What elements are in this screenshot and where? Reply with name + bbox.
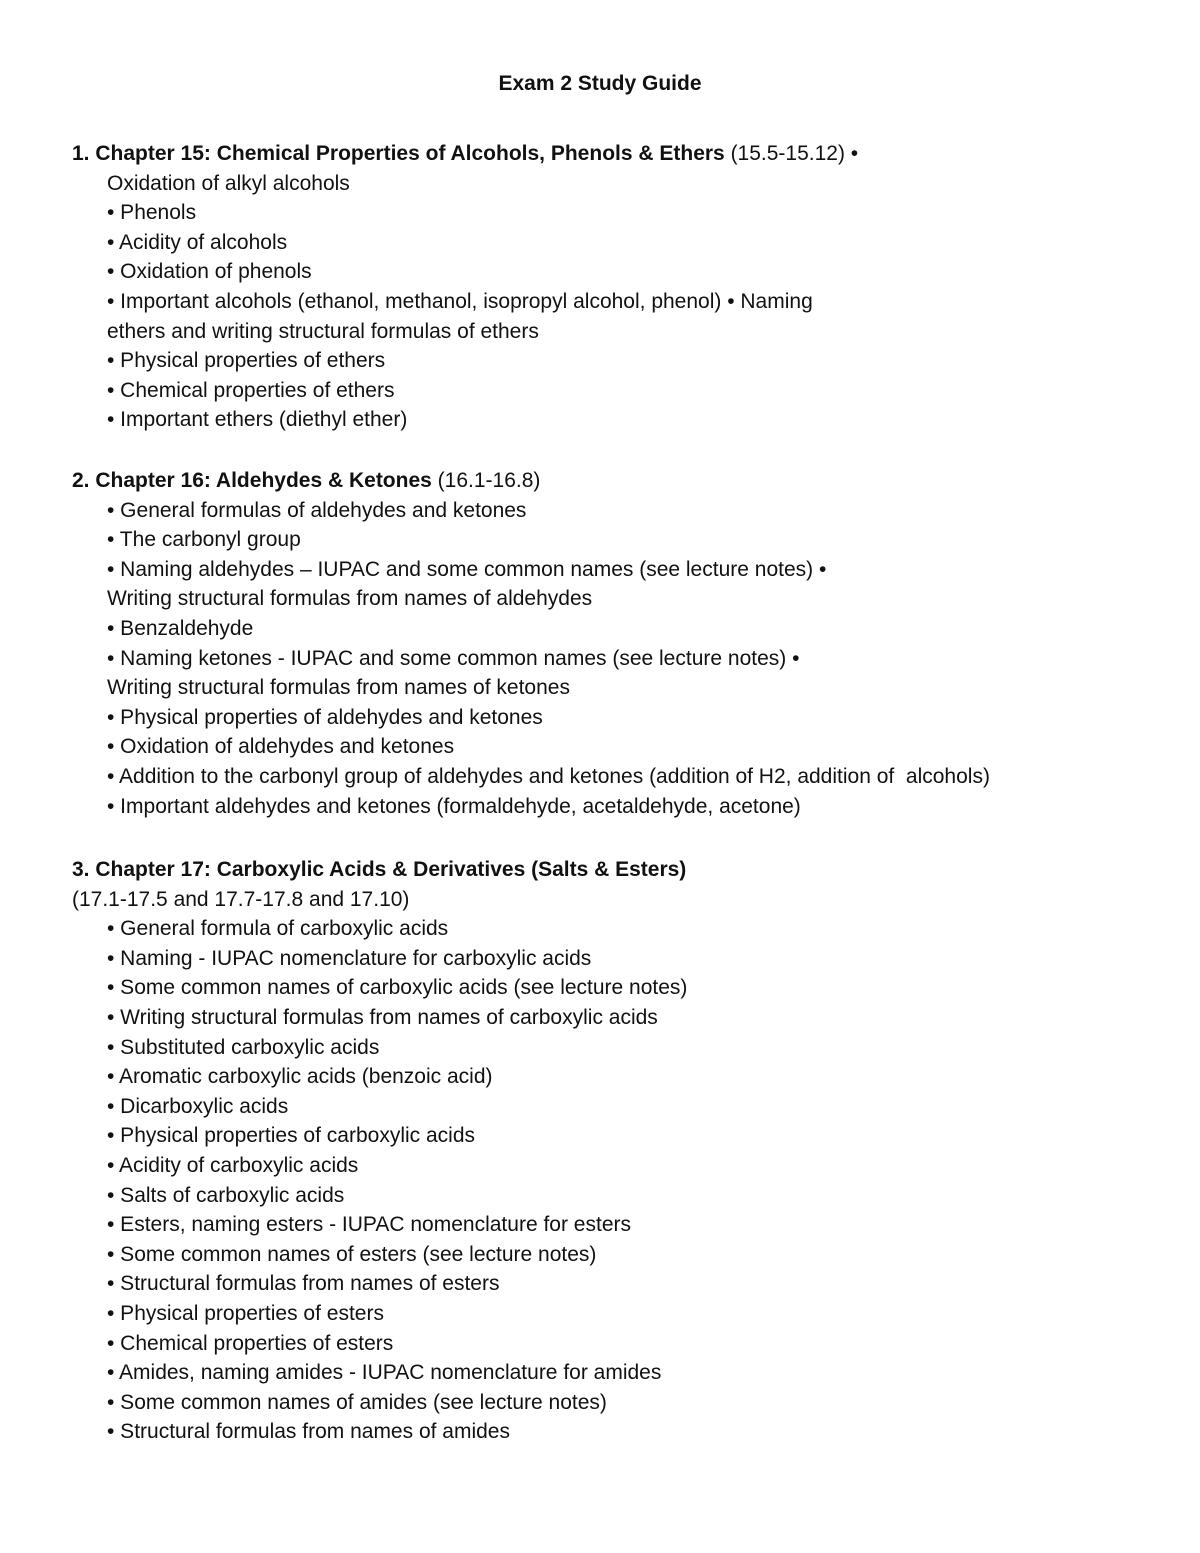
list-item: • Important ethers (diethyl ether) [107,408,408,432]
page-title: Exam 2 Study Guide [498,72,702,95]
list-item: • Naming - IUPAC nomenclature for carboxylic acids [107,946,592,970]
list-item: • Substituted carboxylic acids [107,1035,380,1059]
list-item: • Benzaldehyde [107,616,254,640]
list-item: • Amides, naming amides - IUPAC nomenclature for amides [107,1361,662,1385]
list-item: Writing structural formulas from names of ketones [107,676,570,700]
section-heading-line [72,139,1172,169]
list-item: • Physical properties of esters [107,1301,384,1325]
section-chapter-16 [72,466,1172,821]
list-item: • Acidity of carboxylic acids [107,1153,359,1177]
list-item: • Physical properties of carboxylic acids [107,1124,476,1148]
list-item: ethers and writing structural formulas of ethers [107,319,539,343]
list-item: • Esters, naming esters - IUPAC nomenclature for esters [107,1213,631,1237]
list-item: • Dicarboxylic acids [107,1094,289,1118]
list-item: • General formula of carboxylic acids [107,917,449,941]
list-item: • Aromatic carboxylic acids (benzoic acid) [107,1065,493,1089]
section-chapter-17 [72,855,1172,1447]
list-item: • Physical properties of ethers [107,349,386,373]
section-range: (16.1-16.8) [431,469,541,492]
list-item: • Some common names of amides (see lecture notes) [107,1390,607,1414]
section-chapter-15 [72,139,1172,435]
list-item: • Acidity of alcohols [107,230,288,254]
list-item: • Physical properties of aldehydes and ketones [107,705,543,729]
list-item: • Naming ketones - IUPAC and some common names (see lecture notes) • [107,646,800,670]
list-item: • General formulas of aldehydes and ketones [107,498,527,522]
list-item: • Salts of carboxylic acids [107,1183,345,1207]
section-heading: 2. Chapter 16: Aldehydes & Ketones [72,469,432,492]
list-item: • Important aldehydes and ketones (formaldehyde, acetaldehyde, acetone) [107,794,801,818]
section-range: (15.5-15.12) • [724,142,859,165]
list-item: • Naming aldehydes – IUPAC and some common names (see lecture notes) • [107,557,827,581]
list-item: • Writing structural formulas from names of carboxylic acids [107,1005,658,1029]
section-range: (17.1-17.5 and 17.7-17.8 and 17.10) [72,887,410,911]
list-item: • Oxidation of phenols [107,260,312,284]
list-item: • Phenols [107,201,197,225]
list-item: • Addition to the carbonyl group of aldehydes and ketones (addition of H2, addition of alcohols) [107,764,990,788]
list-item: • Chemical properties of esters [107,1331,394,1355]
section-heading: 3. Chapter 17: Carboxylic Acids & Derivatives (Salts & Esters) [72,858,687,881]
list-item: • Oxidation of aldehydes and ketones [107,735,455,759]
list-item: • Chemical properties of ethers [107,378,395,402]
list-item: • Important alcohols (ethanol, methanol, isopropyl alcohol, phenol) • Naming [107,289,813,313]
section-heading: 1. Chapter 15: Chemical Properties of Alcohols, Phenols & Ethers [72,142,725,165]
list-item: • Structural formulas from names of esters [107,1272,500,1296]
list-item: • Some common names of carboxylic acids (see lecture notes) [107,976,688,1000]
list-item: Oxidation of alkyl alcohols [107,171,350,195]
list-item: • Some common names of esters (see lecture notes) [107,1242,597,1266]
section-heading-line [72,466,1172,496]
list-item: • The carbonyl group [107,528,301,552]
list-item: • Structural formulas from names of amides [107,1420,510,1444]
list-item: Writing structural formulas from names of aldehydes [107,587,593,611]
